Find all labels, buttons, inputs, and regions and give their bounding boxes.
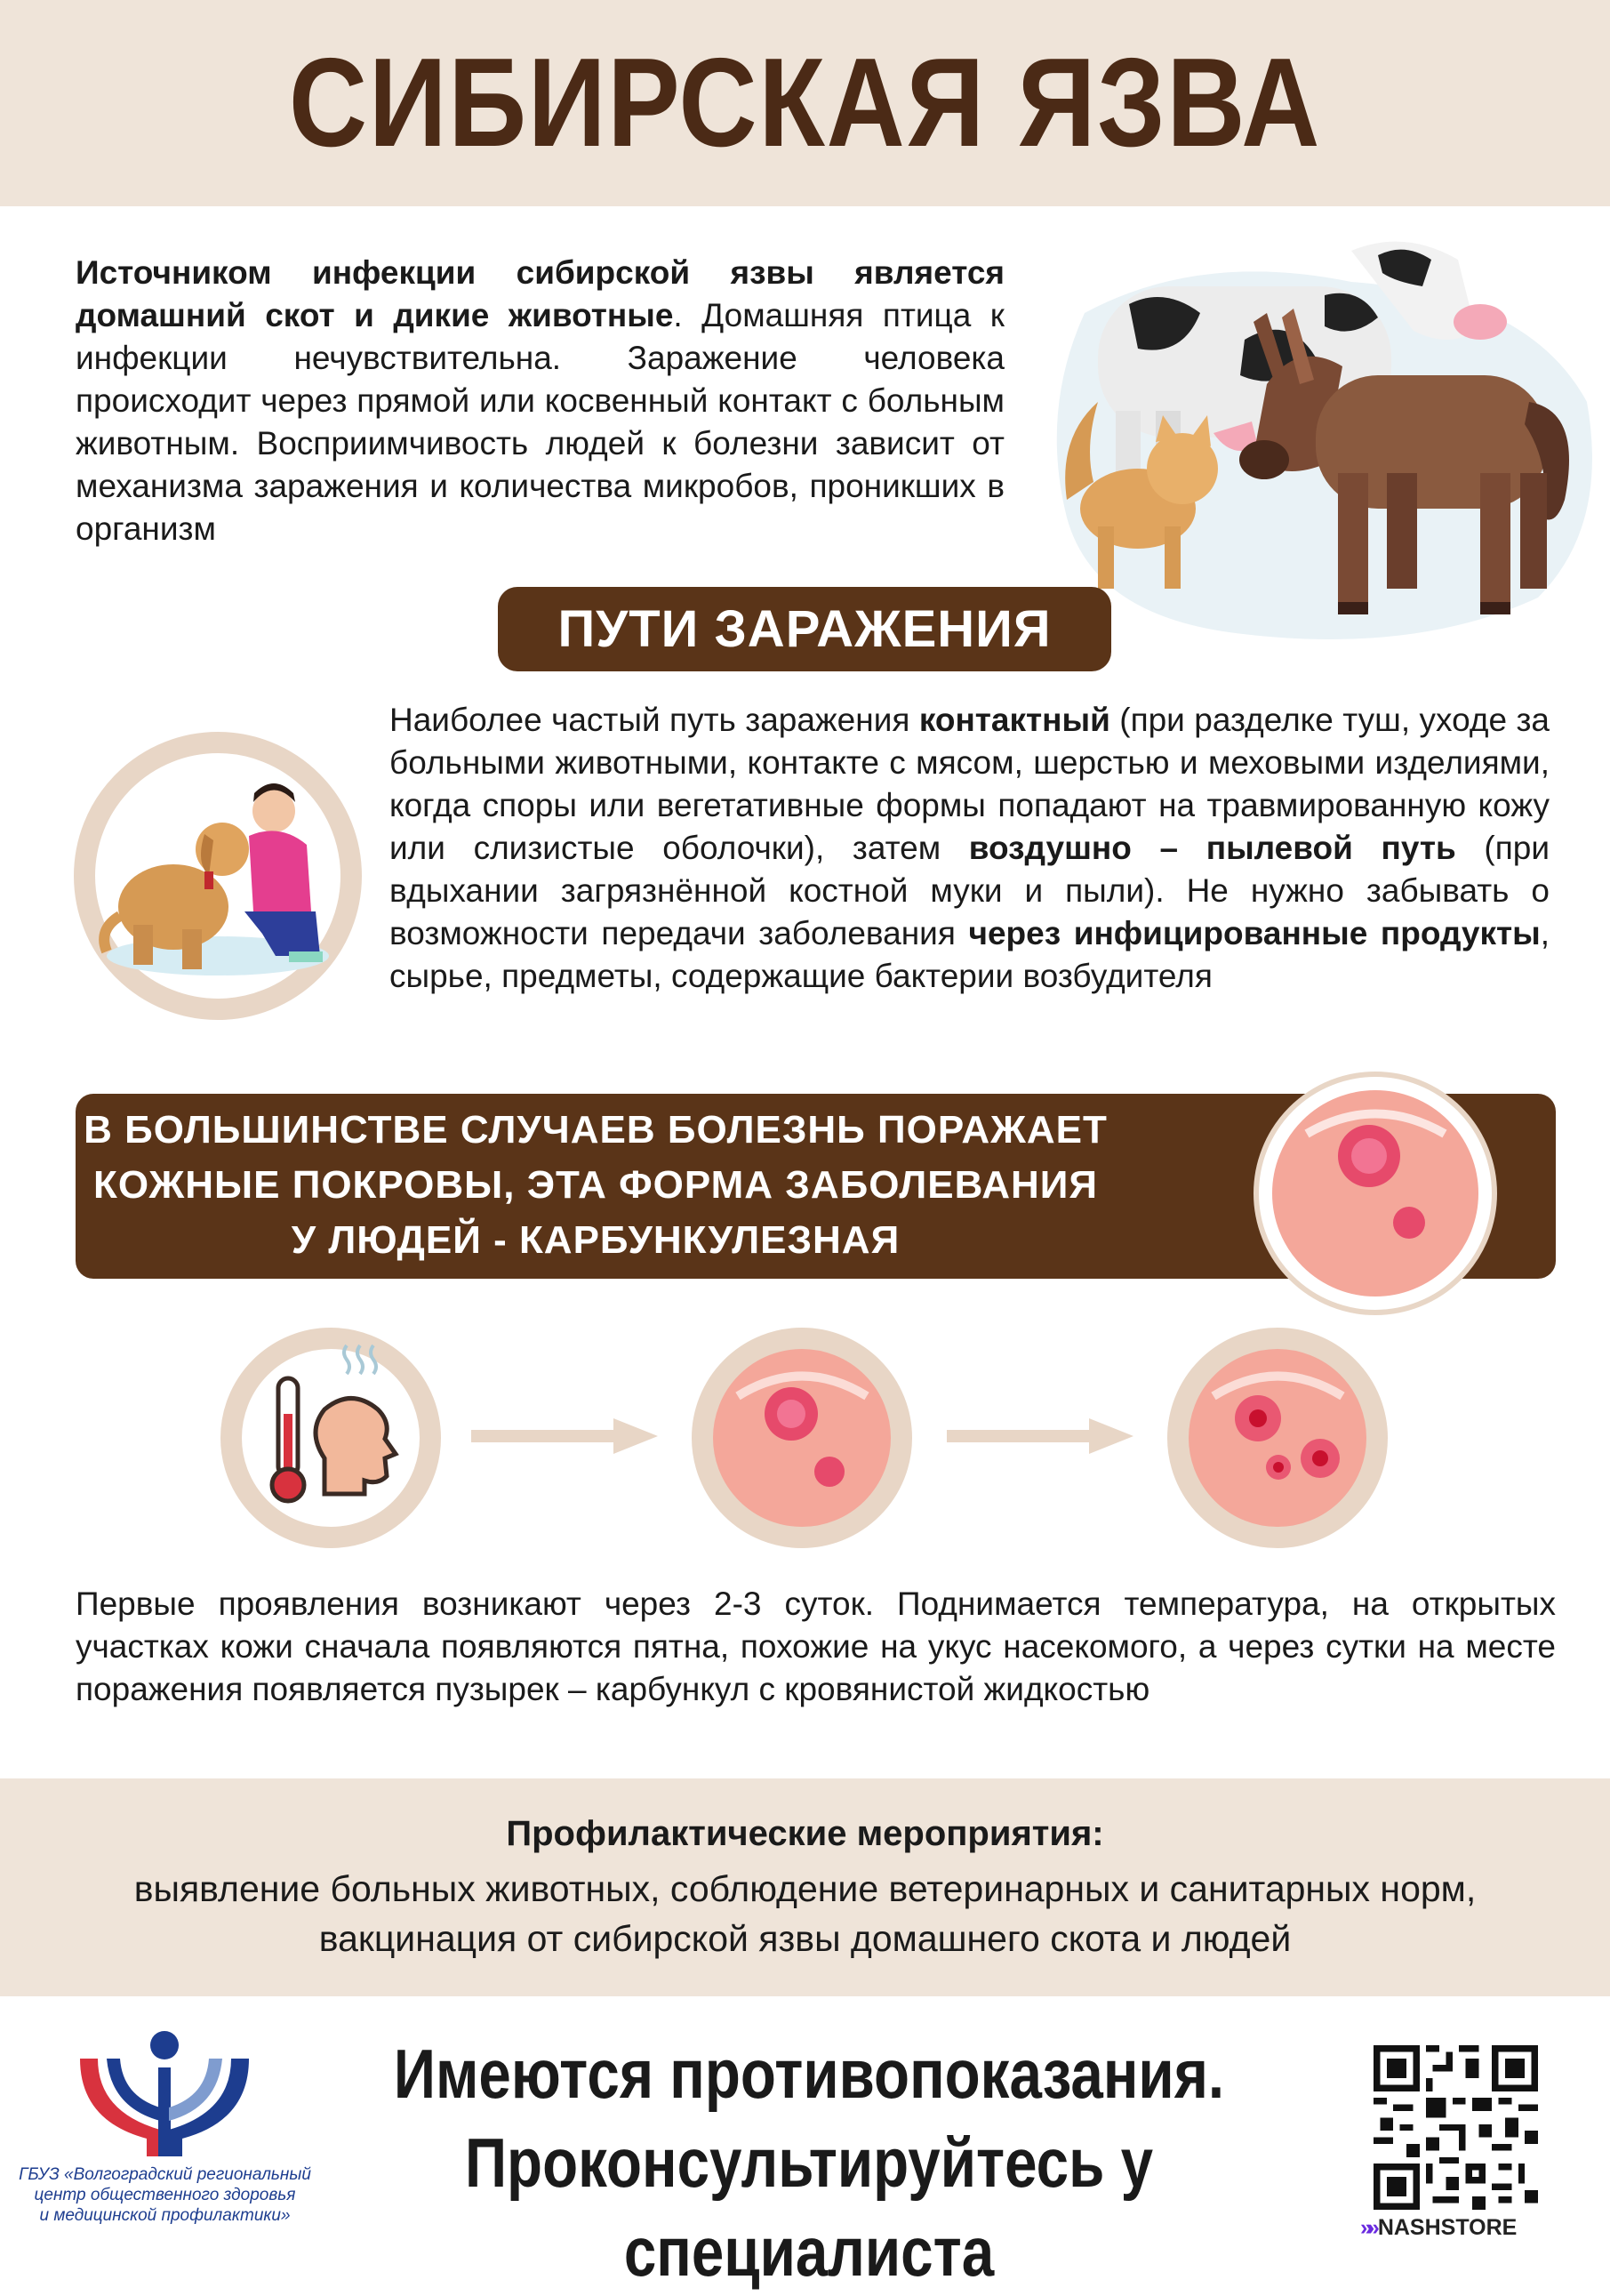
- routes-paragraph: [389, 699, 1550, 998]
- org-logo: [62, 2023, 267, 2165]
- org-line-1: ГБУЗ «Волгоградский региональный: [19, 2165, 311, 2184]
- routes-heading: ПУТИ ЗАРАЖЕНИЯ: [498, 587, 1111, 671]
- animals-illustration: [1031, 233, 1609, 651]
- routes-bold-contact: контактный: [918, 702, 1110, 738]
- routes-text-2: (при разделке туш, уходе за больными животными, контакте с мясом, шерстью и меховыми изделиями, когда споры или вегетативные формы попадают на травмированную кожу или слизистые оболочки), затем: [389, 702, 1550, 866]
- symptoms-paragraph: Первые проявления возникают через 2-3 суток. Поднимается температура, на открытых участках кожи сначала появляются пятна, похожие на укус насекомого, а через сутки на месте поражения появляется пузырек – карбункул с кровянистой жидкостью: [76, 1586, 1556, 1707]
- prevention-line-2: вакцинация от сибирской язвы домашнего скота и людей: [318, 1918, 1292, 1959]
- org-name: [7, 2164, 323, 2226]
- banner-line-3: У ЛЮДЕЙ - КАРБУНКУЛЕЗНАЯ: [291, 1218, 901, 1262]
- stage-carbuncle-icon: [1165, 1325, 1391, 1552]
- stage-spots-icon: [689, 1325, 916, 1552]
- banner-line-1: В БОЛЬШИНСТВЕ СЛУЧАЕВ БОЛЕЗНЬ ПОРАЖАЕТ: [84, 1108, 1108, 1152]
- store-name: NASHSTORE: [1377, 2215, 1518, 2240]
- warning-line-2: Проконсультируйтесь у специалиста: [464, 2123, 1154, 2291]
- routes-text-3: (при вдыхании загрязнённой костной муки и пыли). Не нужно забывать о возможности передачи заболевания: [389, 830, 1550, 951]
- stage-arrow-1: [471, 1414, 658, 1458]
- intro-bold-text: Источником инфекции сибирской язвы является домашний скот и дикие животные: [76, 254, 1005, 333]
- org-line-3: и медицинской профилактики»: [39, 2206, 291, 2225]
- stage-arrow-2: [947, 1414, 1133, 1458]
- page-title: СИБИРСКАЯ ЯЗВА: [288, 32, 1322, 173]
- routes-text-1: Наиболее частый путь заражения: [389, 702, 919, 738]
- store-chevrons-icon: »»: [1360, 2215, 1374, 2240]
- prevention-title: Профилактические мероприятия:: [506, 1814, 1104, 1853]
- fever-thermometer-icon: [272, 1378, 304, 1501]
- routes-bold-products: через инфицированные продукты: [968, 915, 1541, 951]
- stage-fever-icon: [218, 1325, 445, 1552]
- org-line-2: центр общественного здоровья: [34, 2186, 296, 2204]
- prevention-text: [36, 1864, 1574, 1963]
- routes-bold-airborne: воздушно – пылевой путь: [968, 830, 1456, 866]
- store-brand: [1360, 2215, 1582, 2241]
- qr-code[interactable]: [1374, 2045, 1538, 2210]
- contraindications-warning: [376, 2029, 1242, 2296]
- routes-text-4: , сырье, предметы, содержащие бактерии возбудителя: [389, 915, 1550, 994]
- banner-text: [76, 1103, 1116, 1268]
- banner-skin-icon: [1254, 1072, 1498, 1316]
- banner-line-2: КОЖНЫЕ ПОКРОВЫ, ЭТА ФОРМА ЗАБОЛЕВАНИЯ: [93, 1163, 1098, 1207]
- intro-text: . Домашняя птица к инфекции нечувствительна. Заражение человека происходит через прямой или косвенный контакт с больным животным. Восприимчивость людей к болезни зависит от механизма заражения и количества микробов, проникших в организм: [76, 297, 1005, 547]
- warning-line-1: Имеются противопоказания.: [393, 2035, 1225, 2113]
- intro-paragraph: [76, 252, 1005, 550]
- prevention-line-1: выявление больных животных, соблюдение ветеринарных и санитарных норм,: [133, 1868, 1477, 1909]
- person-dog-illustration: [71, 729, 364, 1023]
